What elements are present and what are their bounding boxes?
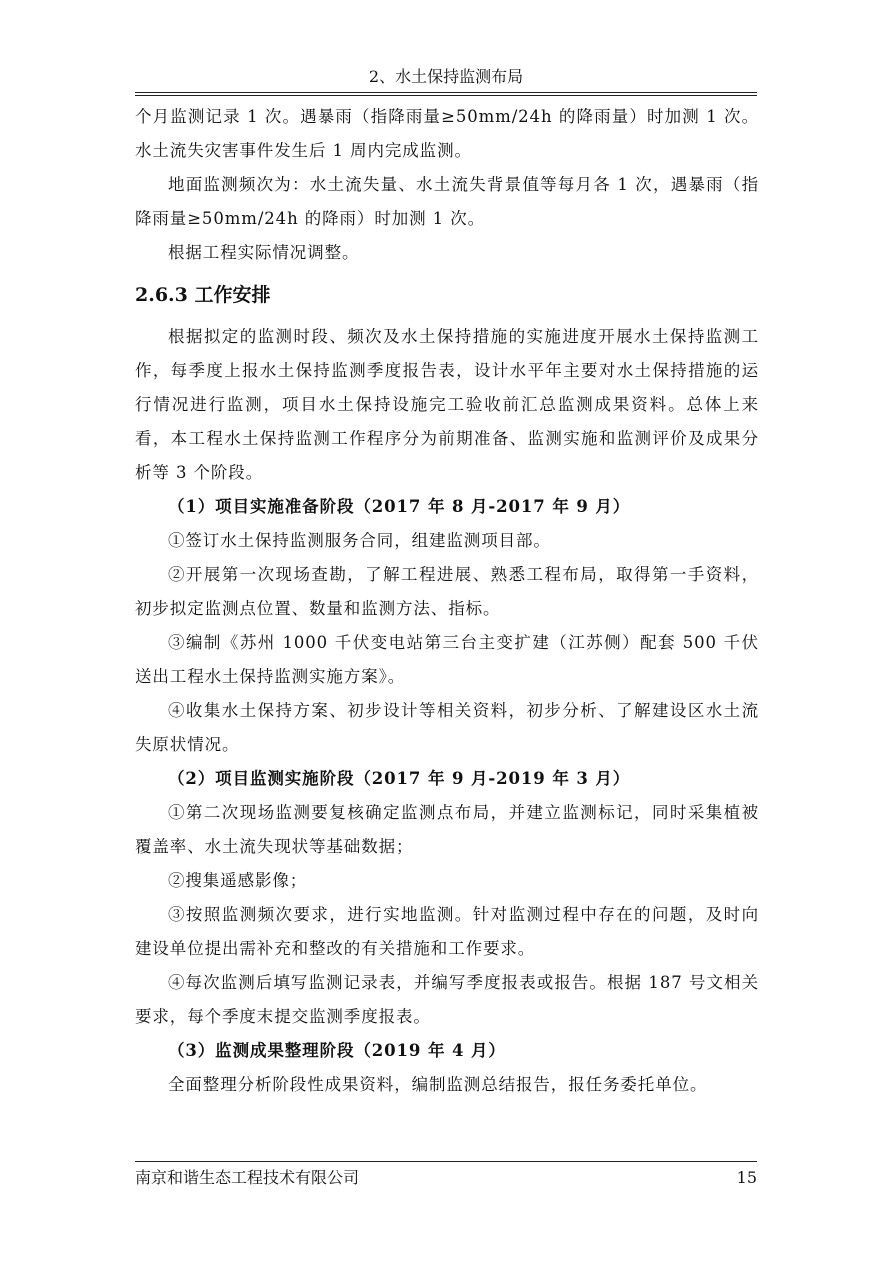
running-footer [135,1164,757,1192]
section-heading: 2.6.3 工作安排 [135,284,271,306]
stage-2-title: （2）项目监测实施阶段（2017 年 9 月-2019 年 3 月） [168,769,631,788]
stage-2-item: ①第二次现场监测要复核确定监测点布局，并建立监测标记，同时采集植被覆盖率、水土流失现状等基础数据； [135,803,759,856]
body-content [135,100,759,1102]
header-rule [135,92,757,93]
footer-company: 南京和谐生态工程技术有限公司 [135,1168,360,1187]
stage-2-item: ④每次监测后填写监测记录表，并编写季度报表或报告。根据 187 号文相关要求，每个季度末提交监测季度报表。 [135,973,759,1026]
stage-3-item: 全面整理分析阶段性成果资料，编制监测总结报告，报任务委托单位。 [168,1075,708,1094]
continued-paragraph: 个月监测记录 1 次。遇暴雨（指降雨量≥50mm/24h 的降雨量）时加测 1 次。水土流失灾害事件发生后 1 周内完成监测。 [135,107,759,160]
running-header: 2、水土保持监测布局 [368,67,524,86]
stage-2-item: ③按照监测频次要求，进行实地监测。针对监测过程中存在的问题，及时向建设单位提出需补充和整改的有关措施和工作要求。 [135,905,759,958]
stage-1-item: ④收集水土保持方案、初步设计等相关资料，初步分析、了解建设区水土流失原状情况。 [135,701,759,754]
page-number: 15 [736,1168,757,1187]
stage-3-title: （3）监测成果整理阶段（2019 年 4 月） [168,1041,506,1060]
stage-1-title: （1）项目实施准备阶段（2017 年 8 月-2017 年 9 月） [168,497,631,516]
section-intro: 根据拟定的监测时段、频次及水土保持措施的实施进度开展水土保持监测工作，每季度上报水土保持监测季度报告表，设计水平年主要对水土保持措施的运行情况进行监测，项目水土保持设施完工验收前汇总监测成果资料。总体上来看，本工程水土保持监测工作程序分为前期准备、监测实施和监测评价及成果分析等 3 个阶段。 [135,327,759,482]
stage-2-item: ②搜集遥感影像； [168,871,308,890]
stage-1-item: ②开展第一次现场查勘，了解工程进展、熟悉工程布局，取得第一手资料，初步拟定监测点位置、数量和监测方法、指标。 [135,565,759,618]
stage-1-item: ③编制《苏州 1000 千伏变电站第三台主变扩建（江苏侧）配套 500 千伏送出工程水土保持监测实施方案》。 [135,633,759,686]
stage-1-item: ①签订水土保持监测服务合同，组建监测项目部。 [168,531,551,550]
paragraph-adjustment: 根据工程实际情况调整。 [168,243,360,262]
footer-rule [135,1161,757,1162]
paragraph-ground-monitoring: 地面监测频次为：水土流失量、水土流失背景值等每月各 1 次，遇暴雨（指降雨量≥50mm/24h 的降雨）时加测 1 次。 [135,175,759,228]
header-rule-thin [135,95,757,96]
